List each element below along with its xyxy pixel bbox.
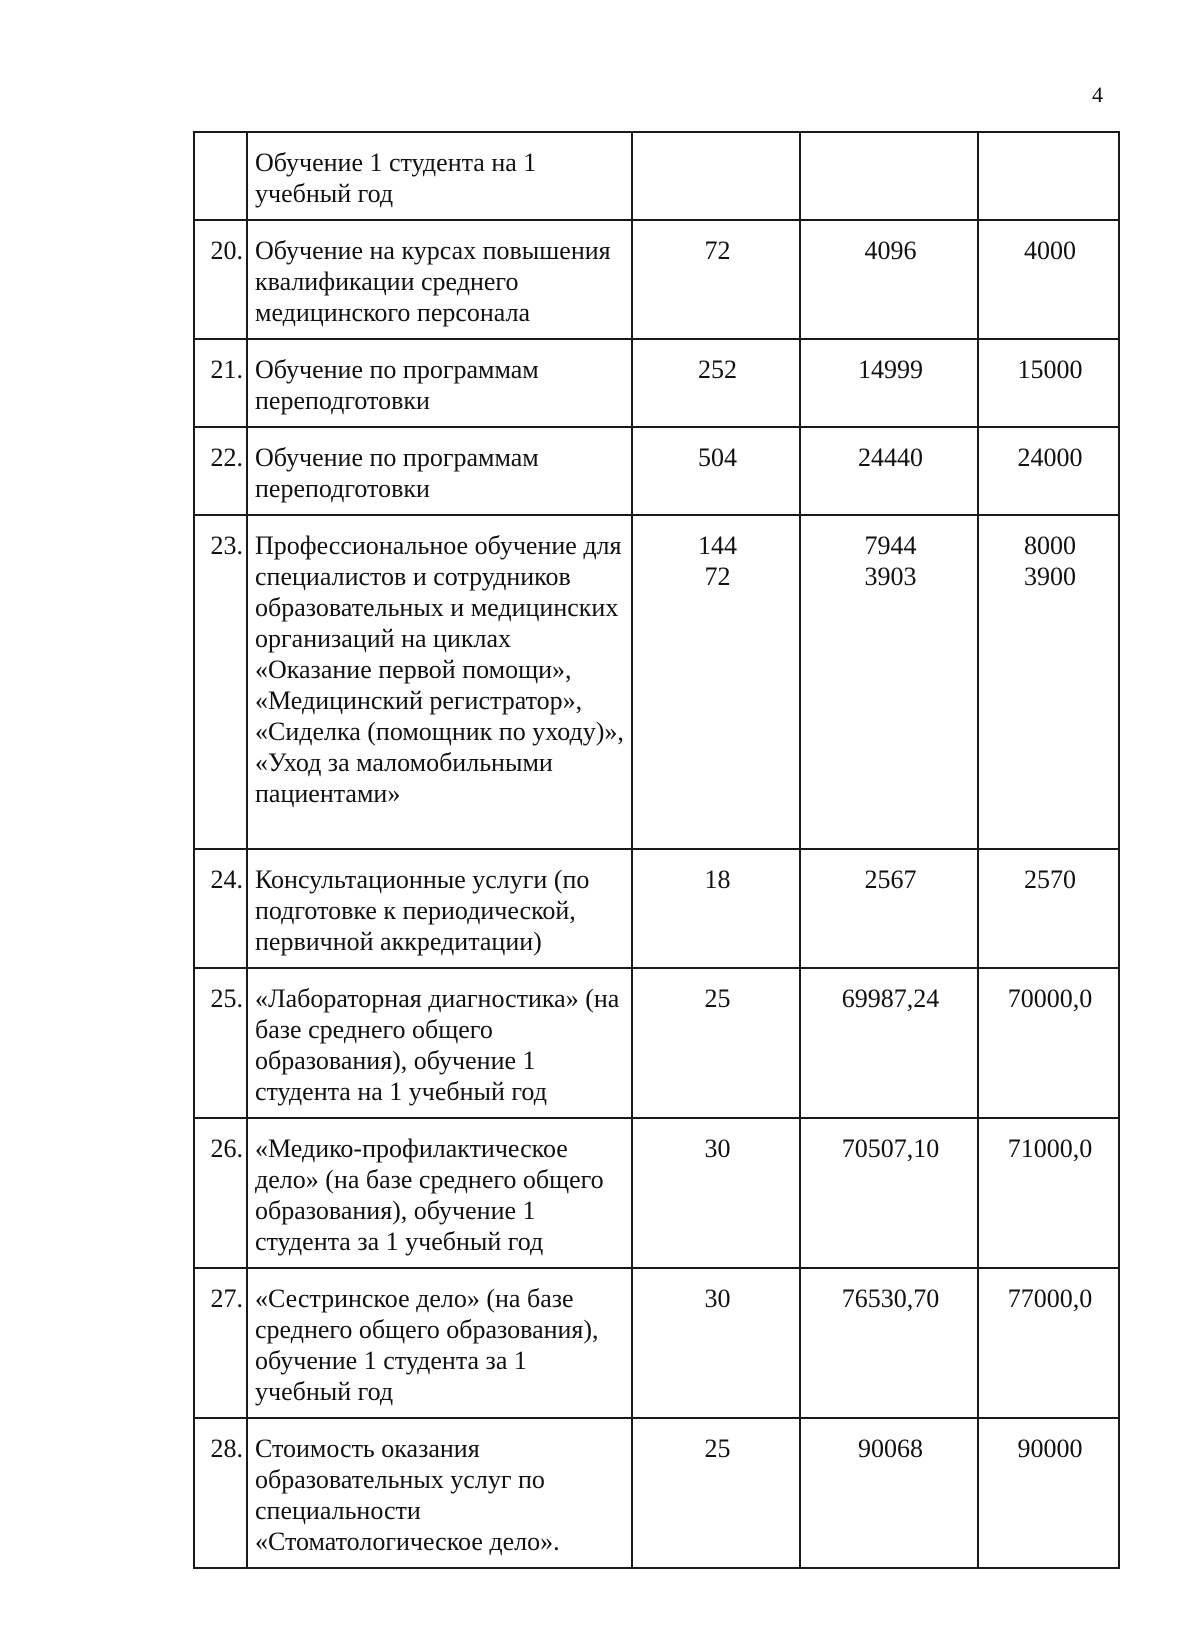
price-cell: 15000 xyxy=(978,339,1119,427)
service-name-cell: «Сестринское дело» (на базе среднего общего образования), обучение 1 студента за 1 учебный год xyxy=(247,1268,632,1418)
calculated-cost-cell: 70507,10 xyxy=(800,1118,978,1268)
service-name-cell: Профессиональное обучение для специалистов и сотрудников образовательных и медицинских организаций на циклах «Оказание первой помощи», «Медицинский регистратор», «Сиделка (помощник по уходу)», «Уход за маломобильными пациентами» xyxy=(247,515,632,849)
hours-cell: 25 xyxy=(632,1418,800,1568)
row-number-cell: 23. xyxy=(194,515,247,849)
calculated-cost-cell: 14999 xyxy=(800,339,978,427)
price-cell: 90000 xyxy=(978,1418,1119,1568)
hours-cell: 252 xyxy=(632,339,800,427)
hours-cell xyxy=(632,132,800,220)
services-price-table xyxy=(193,131,1120,1569)
hours-cell: 504 xyxy=(632,427,800,515)
service-name-cell: «Лабораторная диагностика» (на базе среднего общего образования), обучение 1 студента на 1 учебный год xyxy=(247,968,632,1118)
table-row xyxy=(194,1268,1119,1418)
row-number-cell xyxy=(194,132,247,220)
service-name-cell: «Медико-профилактическое дело» (на базе среднего общего образования), обучение 1 студента за 1 учебный год xyxy=(247,1118,632,1268)
hours-cell: 144 72 xyxy=(632,515,800,849)
calculated-cost-cell: 90068 xyxy=(800,1418,978,1568)
calculated-cost-cell: 76530,70 xyxy=(800,1268,978,1418)
calculated-cost-cell xyxy=(800,132,978,220)
row-number-cell: 27. xyxy=(194,1268,247,1418)
service-name-cell: Обучение на курсах повышения квалификации среднего медицинского персонала xyxy=(247,220,632,339)
table-row xyxy=(194,1418,1119,1568)
table-row xyxy=(194,220,1119,339)
table-row xyxy=(194,968,1119,1118)
calculated-cost-cell: 24440 xyxy=(800,427,978,515)
price-cell: 24000 xyxy=(978,427,1119,515)
service-name-cell: Стоимость оказания образовательных услуг по специальности «Стоматологическое дело». xyxy=(247,1418,632,1568)
hours-cell: 30 xyxy=(632,1268,800,1418)
service-name-cell: Обучение по программам переподготовки xyxy=(247,339,632,427)
price-cell: 70000,0 xyxy=(978,968,1119,1118)
service-name-cell: Консультационные услуги (по подготовке к периодической, первичной аккредитации) xyxy=(247,849,632,968)
table-row xyxy=(194,427,1119,515)
hours-cell: 18 xyxy=(632,849,800,968)
price-cell: 77000,0 xyxy=(978,1268,1119,1418)
row-number-cell: 26. xyxy=(194,1118,247,1268)
price-cell: 4000 xyxy=(978,220,1119,339)
table-row xyxy=(194,849,1119,968)
row-number-cell: 20. xyxy=(194,220,247,339)
page-number: 4 xyxy=(1092,82,1103,107)
table-row xyxy=(194,1118,1119,1268)
price-cell: 8000 3900 xyxy=(978,515,1119,849)
calculated-cost-cell: 69987,24 xyxy=(800,968,978,1118)
row-number-cell: 22. xyxy=(194,427,247,515)
row-number-cell: 28. xyxy=(194,1418,247,1568)
service-name-cell: Обучение 1 студента на 1 учебный год xyxy=(247,132,632,220)
table-row xyxy=(194,132,1119,220)
row-number-cell: 24. xyxy=(194,849,247,968)
service-name-cell: Обучение по программам переподготовки xyxy=(247,427,632,515)
price-cell: 2570 xyxy=(978,849,1119,968)
table-row xyxy=(194,339,1119,427)
hours-cell: 25 xyxy=(632,968,800,1118)
row-number-cell: 21. xyxy=(194,339,247,427)
calculated-cost-cell: 7944 3903 xyxy=(800,515,978,849)
hours-cell: 30 xyxy=(632,1118,800,1268)
price-cell xyxy=(978,132,1119,220)
calculated-cost-cell: 4096 xyxy=(800,220,978,339)
table-row xyxy=(194,515,1119,849)
calculated-cost-cell: 2567 xyxy=(800,849,978,968)
price-cell: 71000,0 xyxy=(978,1118,1119,1268)
row-number-cell: 25. xyxy=(194,968,247,1118)
hours-cell: 72 xyxy=(632,220,800,339)
